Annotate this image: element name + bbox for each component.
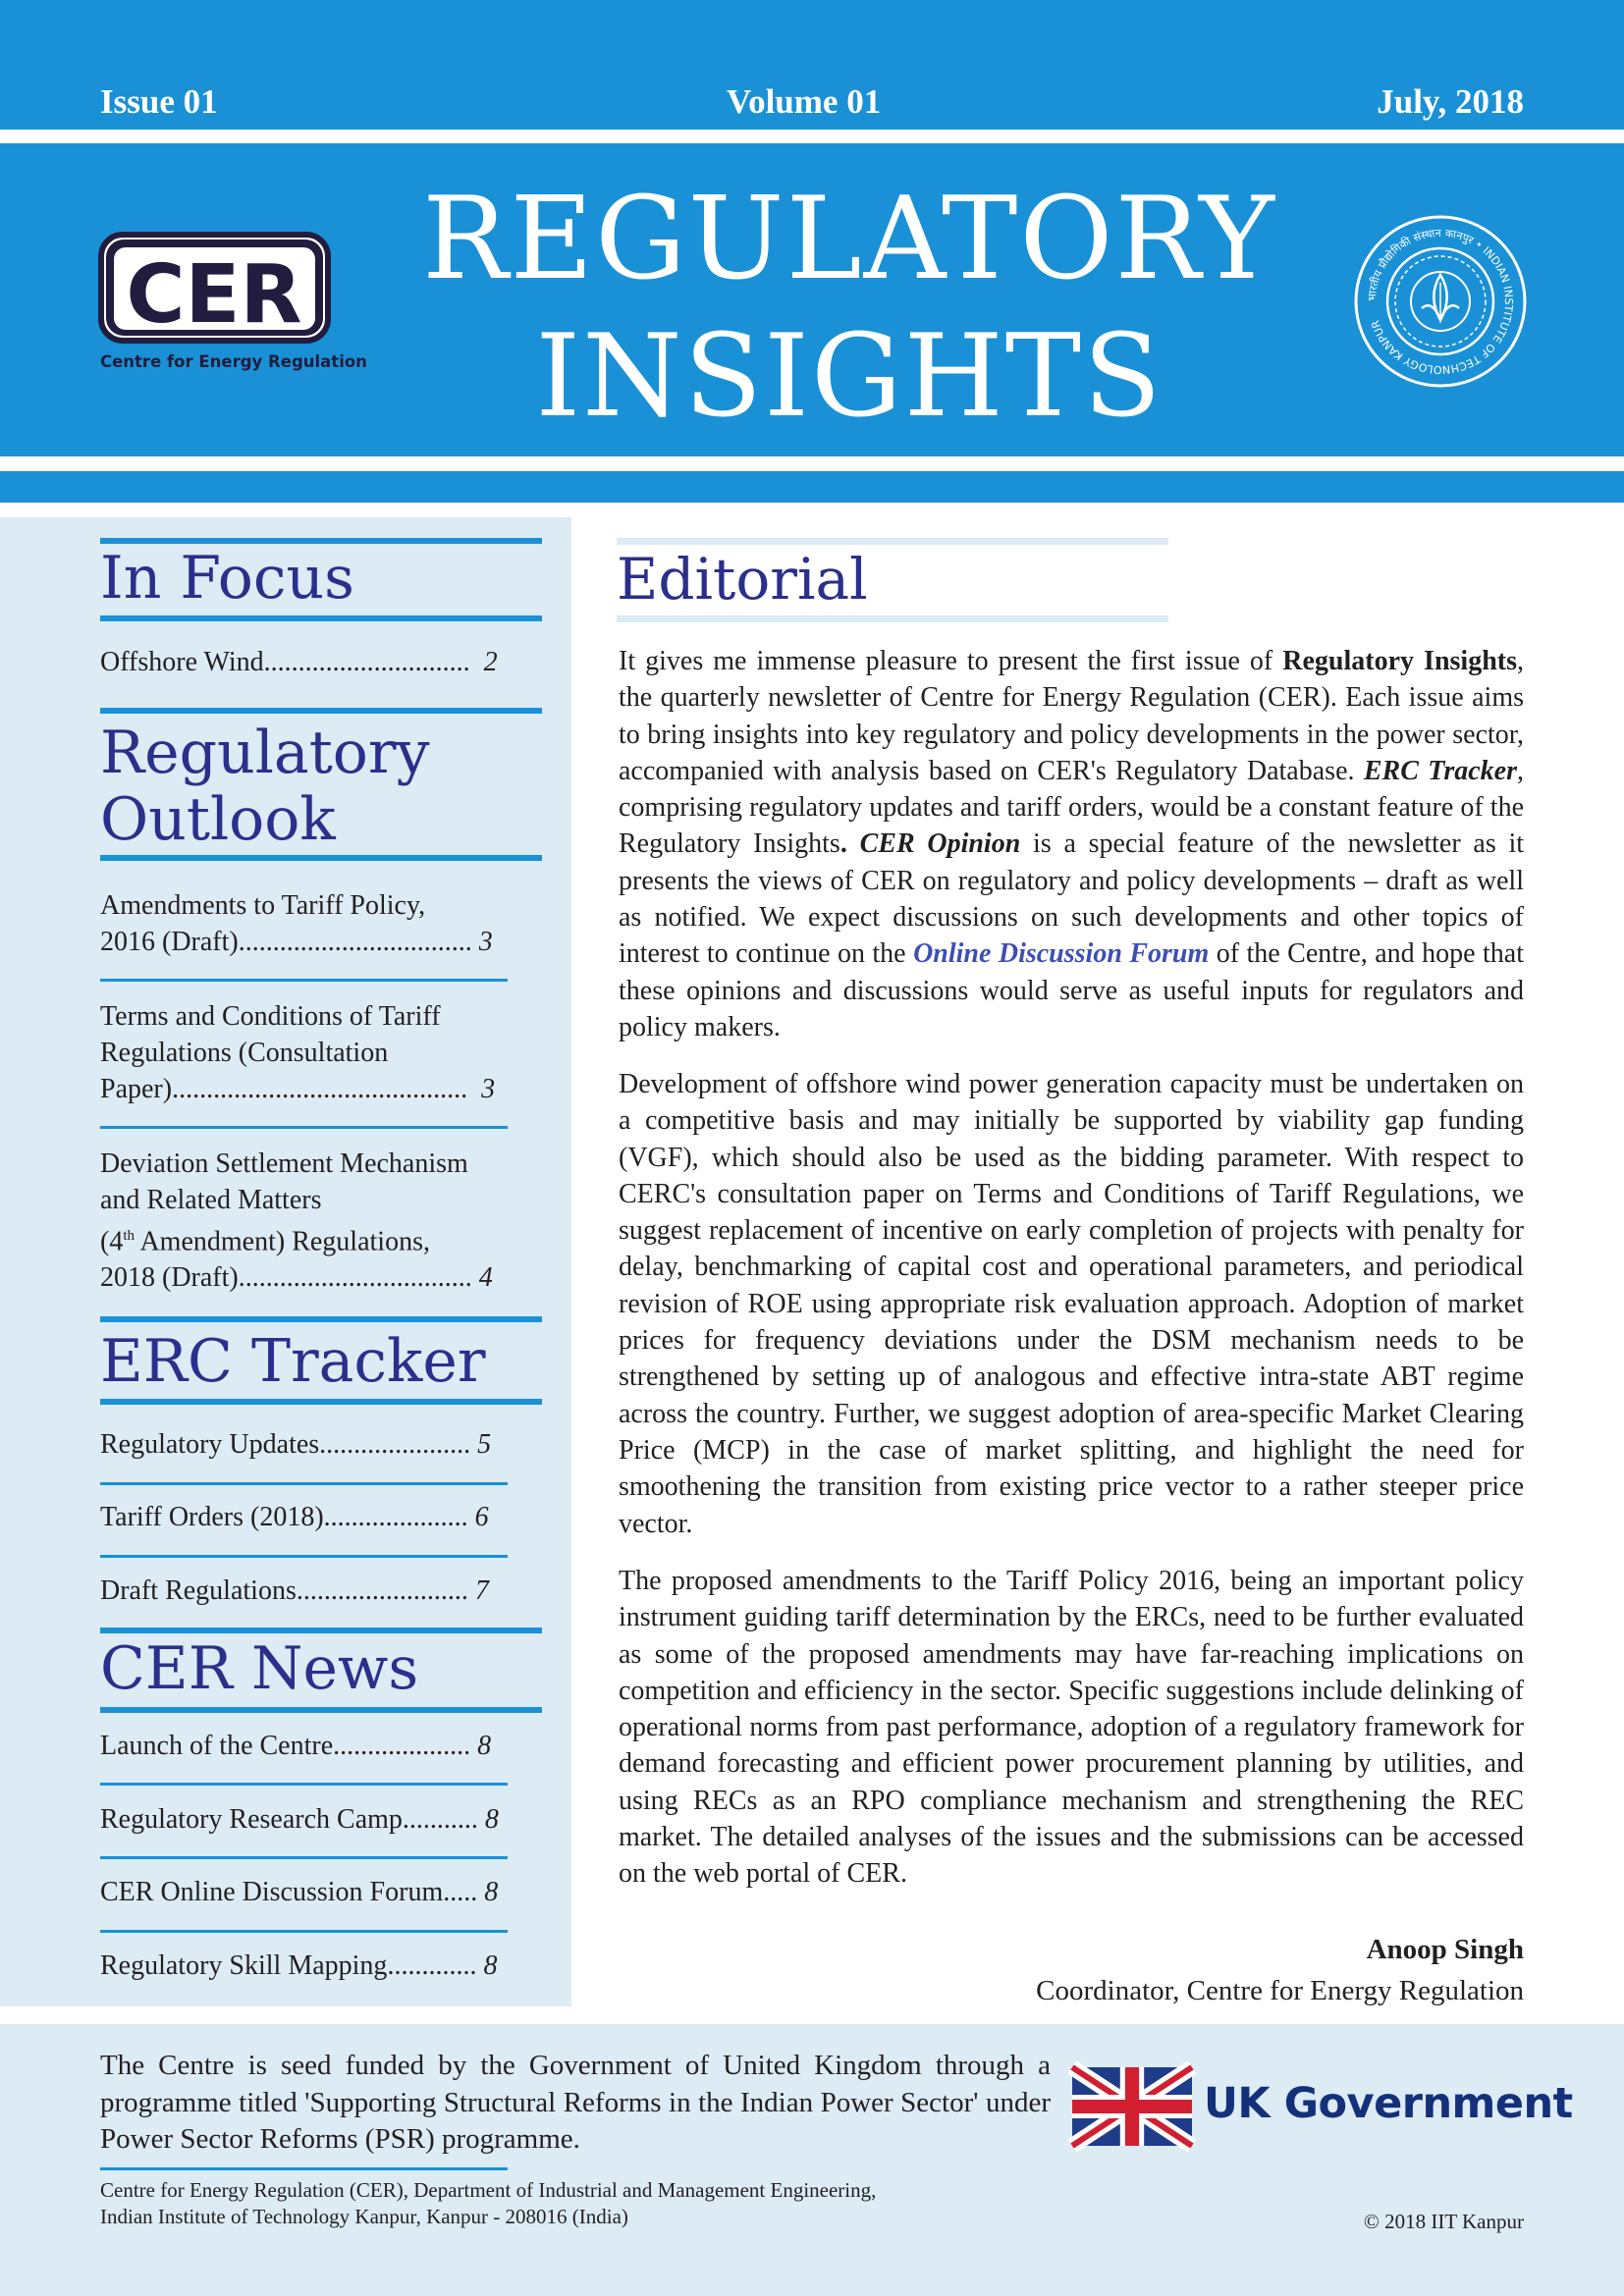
item-divider — [100, 1482, 508, 1485]
toc-item-label: (4 — [100, 1226, 124, 1257]
newsletter-title-line1: REGULATORY — [422, 173, 1276, 305]
item-divider — [100, 1555, 508, 1558]
masthead — [0, 0, 1624, 503]
toc-item-label: Amendments to Tariff Policy, — [100, 890, 426, 921]
toc-item-label: Amendment) Regulations, — [135, 1226, 430, 1257]
toc-leader-dots: .................................. — [238, 1262, 472, 1294]
erc-tracker-mention: ERC Tracker — [1363, 755, 1517, 786]
section-rule — [100, 1707, 542, 1713]
toc-item-deviation-settlement[interactable] — [100, 1146, 537, 1296]
toc-item-label: CER Online Discussion Forum — [100, 1877, 444, 1907]
toc-leader-dots: ..................... — [323, 1502, 468, 1532]
editorial-text: , comprising regulatory updates and tariff orders, would be a constant feature of the Regulatory Insights — [619, 755, 1524, 860]
toc-leader-dots: .................... — [333, 1731, 471, 1761]
toc-item-label: Tariff Orders (2018) — [100, 1502, 324, 1532]
section-heading-in-focus: In Focus — [100, 544, 354, 613]
section-rule — [100, 855, 542, 861]
section-rule — [100, 1399, 542, 1405]
editorial-text — [847, 828, 860, 859]
toc-leader-dots: ...................... — [319, 1429, 471, 1460]
section-heading-cer-news: CER News — [100, 1634, 419, 1703]
toc-leader-dots: ............. — [387, 1950, 477, 1981]
editorial-text: , the quarterly newsletter of Centre for Energy Regulation (CER). Each issue aims to bring insights into key regulatory and policy developments in the power sector, accompanied with analysis based on CER's Regulatory Database. — [619, 646, 1524, 786]
toc-page-number: 4 — [478, 1262, 493, 1294]
section-heading-erc-tracker: ERC Tracker — [100, 1327, 486, 1396]
toc-item-research-camp[interactable] — [100, 1801, 537, 1838]
toc-item-label: Draft Regulations — [100, 1575, 297, 1606]
toc-item-label: and Related Matters — [100, 1185, 322, 1215]
toc-page-number: 3 — [481, 1074, 496, 1104]
toc-leader-dots: ......................... — [296, 1575, 468, 1606]
toc-page-number: 8 — [484, 1877, 499, 1907]
cer-logo-mark: CER — [126, 248, 302, 342]
toc-item-tariff-orders[interactable] — [100, 1499, 537, 1535]
seal-lettering: भारतीय प्रौद्योगिकी संस्थान कानपुर • INDIAN INSTITUTE OF TECHNOLOGY KANPUR — [1365, 226, 1516, 377]
toc-item-label: Terms and Conditions of Tariff — [100, 1001, 441, 1032]
toc-page-number: 8 — [477, 1731, 492, 1761]
cer-logo-caption: Centre for Energy Regulation — [100, 352, 367, 371]
toc-item-superscript: th — [123, 1228, 135, 1244]
toc-page-number: 5 — [477, 1429, 492, 1460]
toc-item-skill-mapping[interactable] — [100, 1948, 537, 1984]
copyright: © 2018 IIT Kanpur — [1363, 2210, 1524, 2233]
item-divider — [100, 1930, 508, 1933]
toc-page-number: 6 — [474, 1502, 489, 1532]
toc-item-launch-of-centre[interactable] — [100, 1728, 537, 1764]
section-heading-line: Regulatory — [100, 719, 430, 787]
toc-item-discussion-forum[interactable] — [100, 1874, 537, 1910]
editorial-text: It gives me immense pleasure to present the first issue of — [619, 646, 1283, 676]
toc-leader-dots: ........................................... — [172, 1074, 468, 1104]
toc-item-tariff-regulations-terms[interactable] — [100, 998, 537, 1107]
signature-role: Coordinator, Centre for Energy Regulation — [1036, 1975, 1524, 2006]
editorial-paragraph-3: The proposed amendments to the Tariff Policy 2016, being an important policy instrument guiding tariff determination by the ERCs, need to be further evaluated as some of the proposed amendments may have far-reaching implications on competition and efficiency in the sector. Specific suggestions include delinking of operational norms from past performance, adoption of a regulatory framework for demand forecasting and efficient power procurement planning by utilities, and using RECs as an RPO compliance mechanism and strengthening the REC market. The detailed analyses of the issues and the submissions can be accessed on the web portal of CER. — [619, 1566, 1524, 1890]
editorial-text: of the Centre, and hope that these opinions and discussions would serve as useful inputs for regulators and policy makers. — [619, 938, 1524, 1042]
editorial-paragraph-1 — [619, 643, 1524, 1045]
toc-page-number: 2 — [483, 647, 498, 677]
toc-item-label: Offshore Wind — [100, 647, 264, 677]
toc-item-label: Regulatory Research Camp — [100, 1804, 403, 1835]
item-divider — [100, 979, 508, 982]
issue-date: July, 2018 — [1377, 82, 1524, 121]
toc-item-label: Regulations (Consultation — [100, 1038, 389, 1068]
toc-page-number: 3 — [478, 927, 493, 957]
section-rule — [100, 615, 542, 621]
header-bottom-band — [0, 471, 1624, 503]
newsletter-name: Regulatory Insights — [1282, 646, 1517, 676]
section-heading-line: Outlook — [100, 785, 336, 854]
toc-item-label: 2018 (Draft) — [100, 1262, 239, 1294]
volume-number: Volume 01 — [727, 82, 882, 121]
toc-item-tariff-policy-amendments[interactable] — [100, 887, 537, 960]
newsletter-title-line2: INSIGHTS — [535, 310, 1164, 443]
item-divider — [100, 1126, 508, 1129]
funding-statement: The Centre is seed funded by the Government of United Kingdom through a programme titled 'Supporting Structural Reforms in the Indian Power Sector' under Power Sector Reforms (PSR) programme. — [100, 2050, 1051, 2155]
toc-leader-dots: .............................. — [263, 647, 470, 677]
section-heading-regulatory-outlook — [100, 720, 430, 853]
address-line: Centre for Energy Regulation (CER), Department of Industrial and Management Engineering, — [100, 2178, 877, 2202]
editorial-rule — [617, 538, 1168, 545]
editorial-text: . — [839, 828, 847, 860]
toc-page-number: 8 — [483, 1950, 498, 1981]
toc-leader-dots: ........... — [402, 1804, 478, 1835]
toc-item-label: Launch of the Centre — [100, 1731, 334, 1761]
item-divider — [100, 1856, 508, 1859]
item-divider — [100, 1783, 508, 1786]
editorial-heading: Editorial — [617, 546, 868, 613]
uk-government-logo-text: UK Government — [1204, 2079, 1573, 2128]
institution-address — [100, 2177, 984, 2230]
issue-band — [0, 0, 1624, 130]
signature-name: Anoop Singh — [1366, 1934, 1524, 1965]
iit-kanpur-seal — [1353, 214, 1528, 389]
editorial-text: is a special feature of the newsletter as it presents the views of CER on regulatory and policy developments – draft as well as notified. We expect discussions on such developments and other topics of interest to continue on the — [619, 828, 1525, 970]
toc-leader-dots: .................................. — [238, 927, 472, 957]
address-line: Indian Institute of Technology Kanpur, Kanpur - 208016 (India) — [100, 2205, 628, 2228]
toc-item-label: Paper) — [100, 1074, 173, 1104]
cer-opinion-mention: CER Opinion — [859, 828, 1021, 860]
editorial-rule — [617, 615, 1168, 622]
cer-logo — [98, 232, 367, 373]
footer-rule — [100, 2167, 508, 2170]
toc-page-number: 7 — [474, 1575, 489, 1606]
toc-page-number: 8 — [484, 1804, 499, 1835]
online-discussion-forum-link[interactable]: Online Discussion Forum — [913, 938, 1210, 970]
toc-leader-dots: ..... — [443, 1877, 478, 1907]
editorial-paragraph-2: Development of offshore wind power generation capacity must be undertaken on a competitive basis and may initially be supported by viability gap funding (VGF), which should also be used as the bidding parameter. With respect to CERC's consultation paper on Terms and Conditions of Tariff Regulations, we suggest replacement of incentive on early completion of projects with penalty for delay, benchmarking of capital cost and operational parameters, and periodical revision of ROE using appropriate risk evaluation approach. Adoption of market prices for frequency deviations under the DSM mechanism needs to be strengthened by setting up of analogous and effective intra-state ABT regime across the country. Further, we suggest adoption of area-specific Market Clearing Price (MCP) in the case of market splitting, and highlight the need for smoothening the transition from existing price vector to a rather steeper price vector. — [619, 1069, 1524, 1539]
toc-item-label: Regulatory Skill Mapping — [100, 1950, 388, 1981]
issue-number: Issue 01 — [100, 82, 218, 121]
section-rule — [100, 1316, 542, 1322]
toc-item-label: Deviation Settlement Mechanism — [100, 1148, 468, 1179]
toc-item-label: 2016 (Draft) — [100, 927, 239, 957]
section-rule — [100, 708, 542, 714]
toc-item-label: Regulatory Updates — [100, 1429, 320, 1460]
toc-item-draft-regulations[interactable] — [100, 1573, 537, 1609]
toc-item-regulatory-updates[interactable] — [100, 1426, 537, 1463]
toc-item-offshore-wind[interactable] — [100, 644, 537, 680]
section-rule — [100, 1628, 542, 1633]
union-jack-icon — [1072, 2067, 1192, 2146]
